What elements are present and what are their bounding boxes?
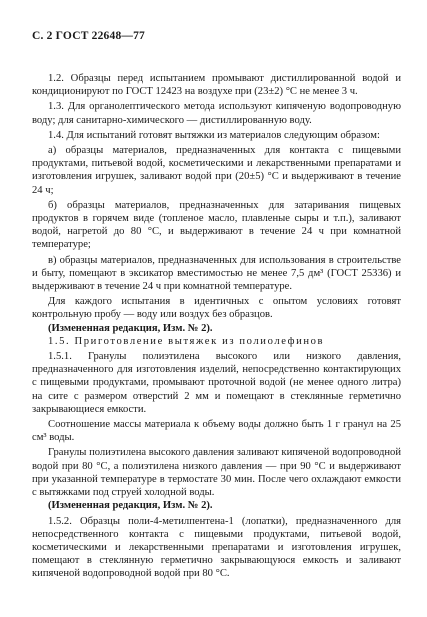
paragraph-1-5-1: 1.5.1. Гранулы полиэтилена высокого или низкого давления, предназначенного для изготовления изделий, непосредственно контактирующих с пищевыми продуктами, промывают проточной водой (не менее одного литра) на сите с размером отверстий 2 мм и помещают в стеклянные герметично закрывающиеся емкости.: [32, 351, 401, 415]
amendment-note-1: (Измененная редакция, Изм. № 2).: [48, 322, 213, 334]
paragraph-1-5-2: 1.5.2. Образцы поли-4-метилпентена-1 (лопатки), предназначенного для непосредственного контакта с пищевыми продуктами, питьевой водой, косметическими и лекарственными препаратами и изготовления игрушек, помещают в стеклянную герметично закрывающуюся емкость и заливают кипяченой водопроводной водой при 80 °С.: [32, 515, 401, 580]
paragraph-1-3: 1.3. Для органолептического метода используют кипяченую водопроводную воду; для санитарно-химического — дистиллированную воду.: [32, 101, 401, 126]
paragraph-1-4-a: а) образцы материалов, предназначенных для контакта с пищевыми продуктами, питьевой водой, косметическими и лекарственными препаратами и изготовления игрушек, заливают водой при (20±5) °С и выдерживают в течение 24 ч;: [32, 145, 401, 196]
paragraph-1-2: 1.2. Образцы перед испытанием промывают дистиллированной водой и кондиционируют по ГОСТ 12423 на воздухе при (23±2) °С не менее 3 ч.: [32, 73, 401, 98]
paragraph-granules: Гранулы полиэтилена высокого давления заливают кипяченой водопроводной водой при 80 °С, а полиэтилена низкого давления — при 90 °С и выдерживают при указанной температуре в термостате 30 мин. После чего охлаждают емкости с вытяжками под струей холодной воды.: [32, 447, 401, 499]
paragraph-1-4-v: в) образцы материалов, предназначенных для использования в строительстве и быту, помещают в эксикатор вместимостью не менее 7,5 дм³ (ГОСТ 25336) и выдерживают в течение 24 ч при комнатной температуре.: [32, 254, 401, 293]
paragraph-ratio: Соотношение массы материала к объему воды должно быть 1 г гранул на 25 см³ воды.: [32, 419, 401, 444]
page-header: С. 2 ГОСТ 22648—77: [32, 30, 145, 42]
paragraph-1-4-b: б) образцы материалов, предназначенных для затаривания пищевых продуктов в горячем виде (топленое масло, плавленые сыры и т.п.), заливают водой, нагретой до 80 °С, и выдерживают в течение 24 ч при комнатной температуре;: [32, 199, 401, 251]
paragraph-1-4: 1.4. Для испытаний готовят вытяжки из материалов следующим образом:: [48, 129, 380, 141]
paragraph-control-sample: Для каждого испытания в идентичных с опытом условиях готовят контрольную пробу — воду или воздух без образцов.: [32, 296, 401, 321]
section-1-5-heading: 1.5. Приготовление вытяжек из полиолефинов: [48, 335, 325, 347]
amendment-note-2: (Измененная редакция, Изм. № 2).: [48, 500, 213, 512]
